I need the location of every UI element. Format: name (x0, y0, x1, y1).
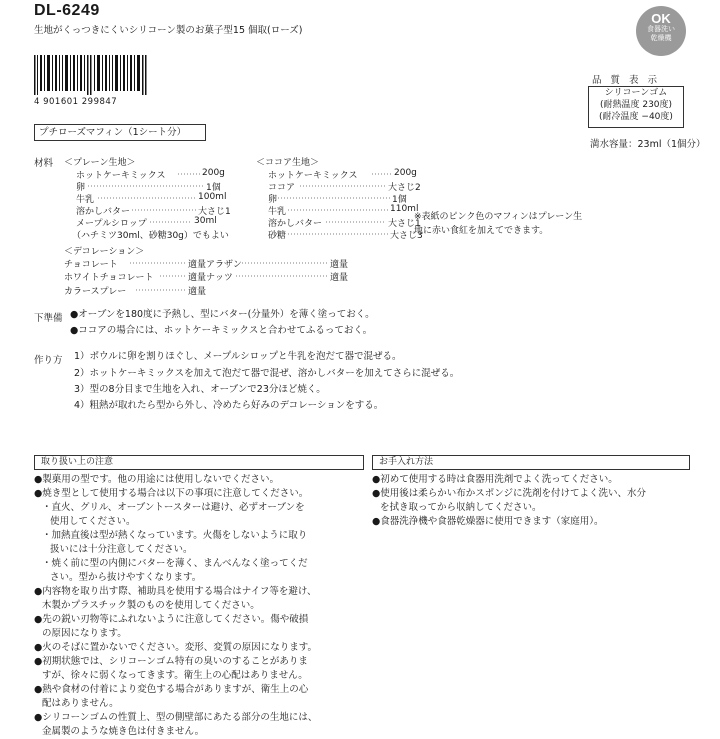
prep-line: ●オーブンを180度に予熱し、型にバター(分量外）を薄く塗っておく。 (70, 309, 375, 320)
care-line: を拭き取ってから収納してください。 (380, 502, 542, 513)
barcode-number: 4 901601 299847 (34, 97, 118, 107)
deco-item-name: ホワイトチョコレート (64, 273, 154, 283)
deco-heading: ＜デコレーション＞ (64, 247, 145, 257)
handling-line: ・直火、グリル、オーブントースターは避け、必ずオーブンを (42, 502, 305, 513)
plain-item-amount: 200g (202, 168, 225, 178)
cocoa-item-name: 溶かしバター (268, 219, 323, 229)
care-line: ●使用後は柔らかい布かスポンジに洗剤を付けてよく洗い、水分 (372, 488, 647, 499)
handling-line: ●シリコーンゴムの性質上、型の側壁部にあたる部分の生地には、 (34, 712, 318, 723)
care-line: ●初めて使用する時は食器用洗剤でよく洗ってください。 (372, 474, 618, 485)
handling-line: すが、徐々に弱くなってきます。衛生上の心配はありません。 (42, 670, 308, 681)
cocoa-item-name: ココア (268, 183, 296, 193)
deco-item-name: アラザン (206, 260, 242, 270)
step-line: 4）粗熱が取れたら型から外し、冷めたら好みのデコレーションをする。 (74, 400, 384, 411)
deco-item-amount: 適量 (330, 273, 349, 283)
handling-line: ●焼き型として使用する場合は以下の事項に注意してください。 (34, 488, 309, 499)
handling-line: ・焼く前に型の内側にバターを薄く、まんべんなく塗ってくだ (42, 558, 308, 569)
handling-line: 木製かプラスチック製のものを使用してください。 (42, 600, 260, 611)
handling-line: ●先の鋭い刃物等にふれないように注意してください。傷や破損 (34, 614, 309, 625)
cocoa-item-name: 牛乳 (268, 207, 287, 217)
plain-item-amount: 1個 (206, 183, 221, 193)
badge-line1: 食器洗い (647, 25, 675, 33)
cocoa-item-amount: 1個 (392, 195, 407, 205)
handling-line: ・加熱直後は型が熱くなっています。火傷をしないように取り (42, 530, 308, 541)
handling-line: の原因になります。 (42, 628, 127, 639)
badge-ok: OK (651, 11, 671, 26)
cocoa-item-amount: 110ml (390, 204, 419, 214)
quality-cold: (耐冷温度 −40度) (599, 112, 673, 122)
plain-item-name: ホットケーキミックス (76, 171, 166, 181)
cocoa-item-amount: 200g (394, 168, 417, 178)
handling-line: 扱いには十分注意してください。 (50, 544, 193, 555)
recipe-title: プチローズマフィン（1シート分） (34, 124, 206, 141)
handling-line: さい。型から抜けやすくなります。 (50, 572, 202, 583)
side-note: ※表紙のピンク色のマフィンはプレーン生地に赤い食紅を加えてできます。 (414, 212, 583, 236)
materials-label: 材料 (34, 158, 54, 169)
handling-line: 使用してください。 (50, 516, 136, 527)
handling-line: ●火のそばに置かないでください。変形、変質の原因になります。 (34, 642, 318, 653)
care-title: お手入れ方法 (372, 455, 690, 470)
badge-line2: 乾燥機 (650, 34, 672, 42)
cocoa-item-amount: 大さじ1 (388, 219, 421, 229)
deco-item-amount: 適量 (188, 260, 207, 270)
deco-item-name: カラースプレー (64, 287, 127, 297)
care-list (372, 473, 646, 529)
step-line: 1）ボウルに卵を割りほぐし、メープルシロップと牛乳を泡だて器で混ぜる。 (74, 351, 402, 362)
plain-item-name: 牛乳 (76, 195, 95, 205)
cocoa-item-name: 砂糖 (268, 231, 287, 241)
cocoa-item-amount: 大さじ3 (390, 231, 423, 241)
handling-list (34, 473, 317, 739)
plain-item-amount: 30ml (194, 216, 217, 226)
plain-item-amount: 100ml (198, 192, 227, 202)
prep-label: 下準備 (34, 313, 63, 324)
deco-item-amount: 適量 (188, 273, 207, 283)
deco-item-name: チョコレート (64, 260, 118, 270)
prep-line: ●ココアの場合には、ホットケーキミックスと合わせてふるっておく。 (70, 325, 373, 336)
deco-item-name: ナッツ (206, 273, 233, 283)
quality-title: 品 質 表 示 (592, 75, 661, 86)
handling-line: ●製菓用の型です。他の用途には使用しないでください。 (34, 474, 280, 485)
cocoa-item-amount: 大さじ2 (388, 183, 421, 193)
quality-material: シリコーンゴム (604, 88, 668, 98)
cocoa-heading: ＜ココア生地＞ (256, 158, 320, 168)
handling-title: 取り扱い上の注意 (34, 455, 364, 470)
product-code: DL-6249 (34, 2, 100, 19)
handling-line: 配はありません。 (42, 698, 119, 709)
plain-item-name: 卵 (76, 183, 86, 193)
cocoa-item-name: ホットケーキミックス (268, 171, 358, 181)
plain-note: （ハチミツ30ml、砂糖30g）でもよい (72, 231, 229, 241)
handling-line: ●熱や食材の付着により変色する場合がありますが、衛生上の心 (34, 684, 309, 695)
product-subtitle: 生地がくっつきにくいシリコーン製のお菓子型15 個取(ローズ) (34, 25, 303, 36)
handling-line: 金属製のような焼き色は付きません。 (42, 726, 205, 737)
quality-capacity: 満水容量：23ml（1個分） (590, 139, 706, 150)
steps-label: 作り方 (34, 355, 63, 366)
deco-item-amount: 適量 (188, 287, 207, 297)
deco-item-amount: 適量 (330, 260, 349, 270)
handling-line: ●内容物を取り出す際、補助具を使用する場合はナイフ等を避け、 (34, 586, 317, 597)
step-line: 2）ホットケーキミックスを加えて泡だて器で混ぜ、溶かしバターを加えてさらに混ぜる。 (74, 368, 460, 379)
plain-heading: ＜プレーン生地＞ (64, 158, 136, 168)
quality-heat: (耐熱温度 230度) (599, 100, 673, 110)
plain-item-amount: 大さじ1 (198, 207, 231, 217)
handling-line: ●初期状態では、シリコーンゴム特有の臭いのすることがありま (34, 656, 308, 667)
cocoa-item-name: 卵 (268, 195, 278, 205)
step-line: 3）型の8分目まで生地を入れ、オーブンで23分ほど焼く。 (74, 384, 326, 395)
plain-item-name: メープルシロップ (76, 219, 147, 229)
plain-item-name: 溶かしバター (76, 207, 131, 217)
care-line: ●食器洗浄機や食器乾燥器に使用できます（家庭用）。 (372, 516, 604, 527)
